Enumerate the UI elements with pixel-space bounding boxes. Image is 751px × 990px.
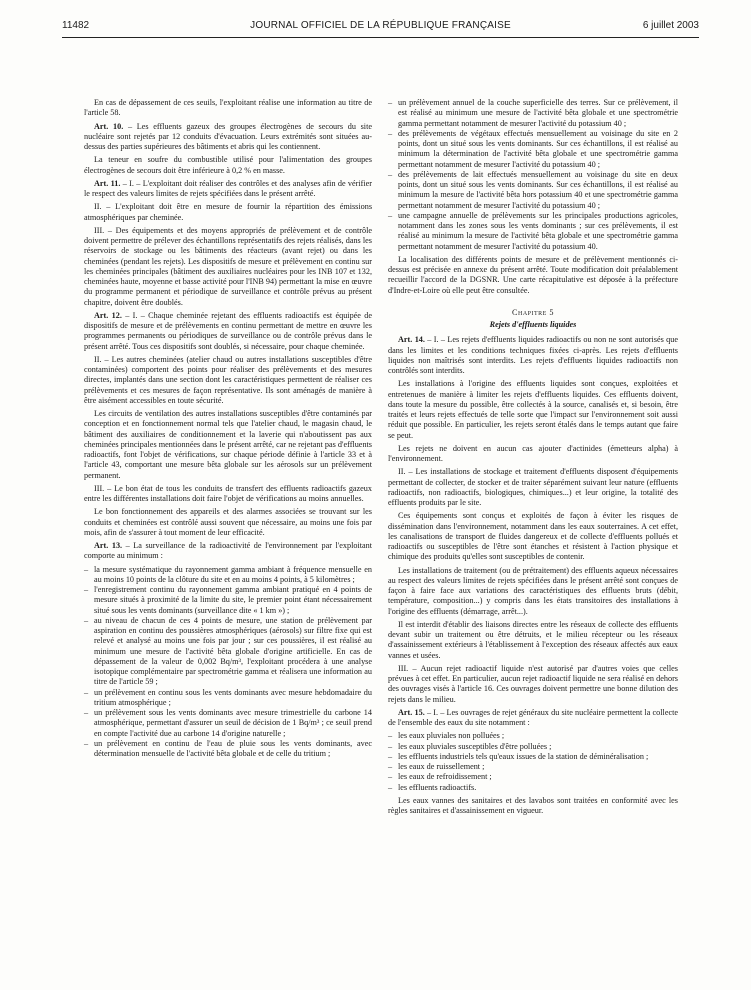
list-item: – la mesure systématique du rayonnement gamma ambiant à fréquence mensuelle en au moins 10 points de la clôture du site et en au moins 4 points, à 5 kilomètres ; bbox=[84, 565, 372, 586]
article-label: Art. 15. bbox=[398, 707, 425, 717]
paragraph: Les installations à l'origine des effluents liquides sont conçues, exploitées et entretenues de manière à limiter les rejets d'effluents liquides. Ces effluents doivent, dans toute la mesure du possible, être collectés à la source, canalisés et, si besoin, être traités et leurs rejets effectués de telle sorte que l'impact sur l'environnement soit aussi réduit que possible. En particulier, les rejets seront étalés dans le temps autant que faire se peut. bbox=[388, 379, 678, 440]
paragraph: Le bon fonctionnement des appareils et des alarmes associées se trouvant sur les conduits et cheminées est contrôlé aussi souvent que nécessaire, au moins une fois par mois, afin de s'assurer à tout moment de leur efficacité. bbox=[84, 507, 372, 537]
list-item: – un prélèvement sous les vents dominants avec mesure trimestrielle du carbone 14 atmosphérique, permettant d'assurer un seuil de décision de 1 Bq/m³ ; ce seuil prend en compte l'activité due au carbone 14 d'origine naturelle ; bbox=[84, 708, 372, 739]
journal-title: JOURNAL OFFICIEL DE LA RÉPUBLIQUE FRANÇAISE bbox=[250, 20, 511, 31]
list-item: – des prélèvements de végétaux effectués mensuellement au voisinage du site en 2 points, dont un situé sous les vents dominants. Sur ces échantillons, il est réalisé au minimum la détermination de l'activité bêta globale et une spectrométrie gamma permettant notamment de mesurer l'activité du potassium 40 ; bbox=[388, 129, 678, 170]
list-item: – les effluents industriels tels qu'eaux issues de la station de déminéralisation ; bbox=[388, 752, 678, 762]
header-rule bbox=[62, 37, 699, 38]
list-item: – les eaux de ruissellement ; bbox=[388, 762, 678, 772]
article-14 bbox=[388, 335, 678, 376]
list-item: – les eaux de refroidissement ; bbox=[388, 772, 678, 782]
article-text: – I. – Chaque cheminée rejetant des effluents radioactifs est équipée de dispositifs de mesure et de prélèvements en continu permettant de mettre en œuvre les programmes permanents ou périodiques de surveillance ou de contrôle prévus dans le présent arrêté. Tous ces dispositifs sont doublés, si nécessaire, pour chaque cheminée. bbox=[84, 310, 372, 351]
paragraph: III. – Le bon état de tous les conduits de transfert des effluents radioactifs gazeux entre les différentes installations doit faire l'objet de vérifications au moins annuelles. bbox=[84, 483, 372, 503]
article-text: – Les effluents gazeux des groupes électrogènes de secours du site nucléaire sont rejetés par 12 conduits d'évacuation. Leurs extrémités sont situées au-dessus des parties supérieures des bâtiments et abris qui les contiennent. bbox=[84, 121, 372, 151]
article-text: – La surveillance de la radioactivité de l'environnement par l'exploitant comporte au minimum : bbox=[84, 541, 372, 561]
article-15 bbox=[388, 708, 678, 729]
monitoring-list bbox=[84, 565, 372, 760]
article-label: Art. 14. bbox=[398, 335, 425, 345]
monitoring-list-continued bbox=[388, 98, 678, 252]
list-item: – une campagne annuelle de prélèvements sur les principales productions agricoles, notamment dans les zones sous les vents dominants ; sur ces prélèvements, il est réalisé au minimum la mesure de l'activité bêta globale et une spectrométrie gamma permettant notamment de mesurer l'activité du potassium 40. bbox=[388, 211, 678, 252]
article-label: Art. 12. bbox=[94, 310, 122, 320]
article-11 bbox=[84, 179, 372, 200]
list-item: – au niveau de chacun de ces 4 points de mesure, une station de prélèvement par aspiration en continu des poussières atmosphériques (aérosols) sur filtre fixe qui est relevé et analysé au moins une fois par jour ; sur ces poussières, il est réalisé au minimum une mesure de l'activité bêta globale d'origine artificielle. En cas de dépassement de la valeur de 0,002 Bq/m³, l'exploitant procédera à une analyse isotopique complémentaire par spectrométrie gamma et réalisera une information au titre de l'article 59 ; bbox=[84, 616, 372, 688]
list-item: – les eaux pluviales susceptibles d'être polluées ; bbox=[388, 742, 678, 752]
paragraph: III. – Des équipements et des moyens appropriés de prélèvement et de contrôle doivent permettre de prélever des échantillons représentatifs des rejets réalisés, dans les réservoirs de stockage ou les bâtiments des réacteurs (avant rejet) ou dans les cheminées (pendant les rejets). Les dispositifs de mesure et prélèvement en continu sur les cheminées principales (bâtiment des auxiliaires nucléaires pour les INB 107 et 132, cheminées haute, moyenne et basse activité pour l'INB 94) permettant la mise en œuvre du programme permanent et périodique de surveillance et contrôle prévus au présent chapitre, doivent être doublés. bbox=[84, 225, 372, 307]
paragraph: Les circuits de ventilation des autres installations susceptibles d'être contaminés par conception et en fonctionnement normal tels que l'atelier chaud, le magasin chaud, le bâtiment des auxiliaires de conditionnement et la laverie qui n'aboutissent pas aux cheminées principales mentionnées dans le présent arrêté, car ne rejetant pas d'effluents radioactifs, font l'objet de vérifications, sur chaque période définie à l'article 33 et à l'article 43, comportant une mesure bêta globale sur les aérosols sur un prélèvement permanent. bbox=[84, 409, 372, 480]
waters-list bbox=[388, 731, 678, 793]
list-item: – des prélèvements de lait effectués mensuellement au voisinage du site en deux points, dont un situé sous les vents dominants. Sur ces échantillons, il est réalisé au minimum la mesure de l'activité bêta hors potassium 40 et une spectrométrie gamma permettant notamment de mesurer l'activité du potassium 40 ; bbox=[388, 170, 678, 211]
paragraph: III. – Aucun rejet radioactif liquide n'est autorisé par d'autres voies que celles prévues à cet effet. En particulier, aucun rejet radioactif liquide ne sera réalisé en dehors des ouvrages visés à l'article 16. Ces ouvrages doivent permettre une bonne dilution des rejets dans le milieu. bbox=[388, 663, 678, 704]
article-label: Art. 13. bbox=[94, 541, 123, 550]
paragraph: Les installations de traitement (ou de prétraitement) des effluents aqueux nécessaires au respect des valeurs limites de rejets spécifiées dans le présent arrêté sont conçues de façon à faire face aux variations des caractéristiques des effluents bruts (débit, température, composition...) y compris dans les états transitoires des installations à l'origine des effluents (démarrage, arrêt...). bbox=[388, 565, 678, 616]
paragraph: Il est interdit d'établir des liaisons directes entre les réseaux de collecte des effluents devant subir un traitement ou être détruits, et le milieu récepteur ou les réseaux d'assainissement extérieurs à l'établissement à l'exception des réseaux affectés aux eaux vannes et usées. bbox=[388, 619, 678, 660]
issue-date: 6 juillet 2003 bbox=[642, 20, 699, 31]
paragraph: Les eaux vannes des sanitaires et des lavabos sont traitées en conformité avec les règles sanitaires et d'assainissement en vigueur. bbox=[388, 795, 678, 815]
list-item: – les eaux pluviales non polluées ; bbox=[388, 731, 678, 741]
paragraph: La teneur en soufre du combustible utilisé pour l'alimentation des groupes électrogènes de secours doit être inférieure à 0,2 % en masse. bbox=[84, 155, 372, 175]
page-header bbox=[62, 20, 699, 36]
list-item: – un prélèvement annuel de la couche superficielle des terres. Sur ce prélèvement, il est réalisé au minimum une mesure de l'activité bêta globale et une spectrométrie gamma permettant notamment de mesurer l'activité du potassium 40 ; bbox=[388, 98, 678, 129]
list-item: – l'enregistrement continu du rayonnement gamma ambiant pratiqué en 4 points de mesure situés à proximité de la limite du site, le premier point étant nécessairement situé sous les vents dominants (surveillance dite « 1 km ») ; bbox=[84, 585, 372, 616]
paragraph: II. – L'exploitant doit être en mesure de fournir la répartition des émissions atmosphériques par cheminée. bbox=[84, 202, 372, 222]
article-10 bbox=[84, 122, 372, 153]
paragraph: II. – Les installations de stockage et traitement d'effluents disposent d'équipements permettant de collecter, de stocker et de traiter séparément suivant leur nature (effluents radioactifs, non radioactifs, biologiques, chimiques...) et leur origine, la totalité des effluents produits par le site. bbox=[388, 467, 678, 507]
paragraph: Les rejets ne doivent en aucun cas ajouter d'actinides (émetteurs alpha) à l'environnement. bbox=[388, 443, 678, 463]
paragraph: II. – Les autres cheminées (atelier chaud ou autres installations susceptibles d'être contaminées) comportent des points pour réaliser des prélèvements et des mesures directes, implantés dans une section dont les caractéristiques permettent de réaliser ces prélèvements et ces mesures de façon représentative. Ils sont aménagés de manière à être aisément accessibles en toute sécurité. bbox=[84, 354, 372, 405]
chapter-heading: Chapitre 5 bbox=[512, 307, 554, 317]
page-number: 11482 bbox=[62, 20, 90, 31]
article-text: – I. – Les ouvrages de rejet généraux du site nucléaire permettent la collecte de l'ensemble des eaux du site notamment : bbox=[388, 707, 678, 727]
article-text: – I. – L'exploitant doit réaliser des contrôles et des analyses afin de vérifier le respect des valeurs limites de rejets spécifiées dans le présent arrêté. bbox=[84, 178, 372, 198]
list-item: – un prélèvement en continu de l'eau de pluie sous les vents dominants, avec détermination mensuelle de l'activité bêta globale et de celle du tritium ; bbox=[84, 739, 372, 760]
article-12 bbox=[84, 311, 372, 352]
paragraph: La localisation des différents points de mesure et de prélèvement mentionnés ci-dessus est précisée en annexe du présent arrêté. Toute modification doit préalablement recueillir l'accord de la DGSNR. Une carte récapitulative est déposée à la préfecture d'Indre-et-Loire où elle peut être consultée. bbox=[388, 254, 678, 295]
chapter-title: Rejets d'effluents liquides bbox=[489, 320, 577, 329]
list-item: – un prélèvement en continu sous les vents dominants avec mesure hebdomadaire du tritium atmosphérique ; bbox=[84, 688, 372, 709]
article-text: – I. – Les rejets d'effluents liquides radioactifs ou non ne sont autorisés que dans les limites et les conditions techniques fixées ci-après. Les rejets d'effluents liquides non maîtrisés sont interdits. Les rejets d'effluents liquides radioactifs non contrôlés sont interdits. bbox=[388, 335, 678, 375]
article-label: Art. 11. bbox=[94, 178, 121, 188]
paragraph: En cas de dépassement de ces seuils, l'exploitant réalise une information au titre de l'article 58. bbox=[84, 98, 372, 118]
article-13 bbox=[84, 541, 372, 562]
list-item: – les effluents radioactifs. bbox=[388, 783, 678, 793]
right-column bbox=[388, 98, 678, 819]
left-column bbox=[84, 98, 372, 762]
article-label: Art. 10. bbox=[94, 121, 124, 131]
paragraph: Ces équipements sont conçus et exploités de façon à éviter les risques de dissémination dans l'environnement, notamment dans les eaux souterraines. A cet effet, les canalisations de transport de fluides dangereux et de collecte d'effluents pollués et radioactifs ou susceptibles de l'être sont étanches et résistent à l'action physique et chimique des produits qu'elles sont susceptibles de contenir. bbox=[388, 511, 678, 562]
